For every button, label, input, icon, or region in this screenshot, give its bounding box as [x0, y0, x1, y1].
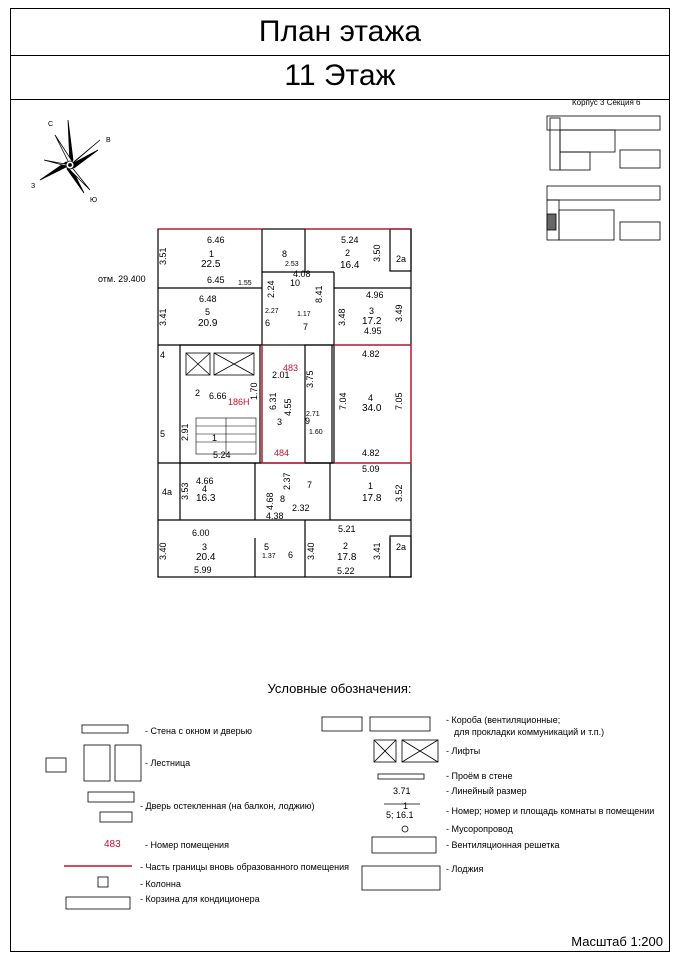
room-area: 22.5: [201, 259, 221, 270]
dim: 2.01: [272, 370, 290, 380]
dim: 3.50: [372, 244, 382, 262]
dim: 3.40: [306, 542, 316, 560]
plan-title: План этажа: [258, 15, 422, 48]
dim: 4.82: [362, 448, 380, 458]
dim: 3.51: [158, 247, 168, 265]
floor-title: 11 Этаж: [284, 59, 396, 92]
scale-label: Масштаб 1:200: [571, 934, 663, 949]
dim: 3.48: [337, 308, 347, 326]
room-id: 8: [280, 494, 286, 504]
elevation-label: отм. 29.400: [98, 274, 146, 284]
legend-ac-basket: - Корзина для кондиционера: [140, 894, 260, 904]
compass-east: В: [106, 137, 111, 144]
room-id: 10: [290, 278, 301, 288]
dim: 3.49: [394, 304, 404, 322]
room-id: 2: [195, 388, 201, 398]
dim: 2.53: [285, 261, 299, 268]
room-area: 20.9: [198, 318, 218, 329]
room-id: 2: [343, 541, 349, 551]
loggia-label: 4а: [162, 487, 173, 497]
dim: 3.75: [305, 370, 315, 388]
dim: 6.46: [207, 235, 225, 245]
legend-lifts: - Лифты: [446, 746, 481, 756]
room-id: 9: [305, 416, 311, 426]
compass-north: С: [48, 121, 54, 128]
dim: 6.31: [268, 392, 278, 410]
room-id: 4: [160, 350, 166, 360]
dim: 4.68: [265, 492, 275, 510]
legend-loggia: - Лоджия: [446, 864, 484, 874]
dim: 6.48: [199, 294, 217, 304]
dim: 1.70: [249, 382, 259, 400]
compass-rose: [40, 120, 100, 193]
legend-num: - Номер; номер и площадь комнаты в помещении: [446, 806, 655, 816]
room-area: 17.8: [337, 552, 357, 563]
room-id: 5: [160, 429, 166, 439]
dim: 3.41: [372, 542, 382, 560]
room-id: 3: [202, 542, 208, 552]
room-id: 1: [209, 249, 215, 259]
room-id: 4: [368, 393, 374, 403]
dim: 2.27: [265, 308, 279, 315]
dim: 6.45: [207, 275, 225, 285]
dim: 2.32: [292, 503, 310, 513]
dim: 1.37: [262, 553, 276, 560]
legend-title: Условные обозначения:: [267, 681, 412, 696]
dim: 4.55: [283, 398, 293, 416]
dim: 4.96: [366, 290, 384, 300]
room-area: 17.2: [362, 316, 382, 327]
room-number-483: 483: [283, 363, 299, 373]
dim: 5.21: [338, 524, 356, 534]
dim: 5.24: [213, 450, 231, 460]
dim: 7.05: [394, 392, 404, 410]
room-id: 5: [264, 542, 270, 552]
legend-stair: - Лестница: [145, 758, 191, 768]
legend-vent: - Вентиляционная решетка: [446, 840, 560, 850]
legend-room-number: - Номер помещения: [145, 840, 229, 850]
stair: [196, 418, 256, 454]
room-area: 34.0: [362, 403, 382, 414]
room-area: 20.4: [196, 552, 216, 563]
room-id: 1: [212, 433, 218, 443]
room-id: 6: [265, 318, 271, 328]
dim: 4.82: [362, 349, 380, 359]
dim: 2.24: [266, 280, 276, 298]
room-id: 3: [369, 306, 375, 316]
dim: 2.71: [306, 411, 320, 418]
dim: 3.41: [158, 308, 168, 326]
dim: 7.04: [338, 392, 348, 410]
room-id: 5: [205, 307, 211, 317]
dim: 2.91: [180, 423, 190, 441]
room-id: 4: [202, 484, 208, 494]
legend-column: - Колонна: [140, 879, 181, 889]
room-area: 16.3: [196, 493, 216, 504]
dim: 5.99: [194, 565, 212, 575]
dim: 5.22: [337, 566, 355, 576]
legend-wall: - Стена с окном и дверью: [145, 726, 253, 736]
lift-shafts: [186, 353, 254, 375]
legend-glass-door: - Дверь остекленная (на балкон, лоджию): [140, 801, 315, 811]
room-id: 7: [307, 480, 313, 490]
room-number-186n: 186Н: [228, 397, 250, 407]
room-id: 3: [277, 417, 283, 427]
legend-symbols: [46, 717, 440, 909]
dim: 6.66: [209, 391, 227, 401]
legend-room-number-sample: 483: [104, 839, 121, 850]
room-id: 6: [288, 550, 294, 560]
room-id: 8: [282, 249, 288, 259]
room-id: 1: [368, 481, 374, 491]
legend-dim-sample: 3.71: [393, 786, 411, 796]
legend-boundary: - Часть границы вновь образованного помещения: [140, 862, 350, 872]
dim: 4.38: [266, 511, 284, 521]
dim: 2.37: [282, 472, 292, 490]
dim: 3.52: [394, 484, 404, 502]
dim: 4.66: [196, 476, 214, 486]
compass-south: Ю: [90, 197, 98, 204]
legend-num-sample-2: 5; 16.1: [386, 810, 414, 820]
room-area: 16.4: [340, 260, 360, 271]
dim: 8.41: [314, 285, 324, 303]
loggia-label: 2а: [396, 254, 407, 264]
legend-ducts-2: для прокладки коммуникаций и т.п.): [454, 727, 605, 737]
legend-num-sample-1: 1: [403, 801, 409, 811]
room-id: 7: [303, 322, 309, 332]
dim: 4.08: [293, 269, 311, 279]
room-id: 2: [345, 248, 351, 258]
dim: 1.55: [238, 280, 252, 287]
legend-chute: - Мусоропровод: [446, 824, 513, 834]
legend-opening: - Проём в стене: [446, 771, 513, 781]
dim: 3.40: [158, 542, 168, 560]
legend-dim: - Линейный размер: [446, 786, 527, 796]
legend-ducts: - Короба (вентиляционные;: [446, 715, 561, 725]
dim: 6.00: [192, 528, 210, 538]
room-area: 17.8: [362, 493, 382, 504]
dim: 5.09: [362, 464, 380, 474]
room-number-484: 484: [274, 448, 290, 458]
dim: 3.53: [180, 482, 190, 500]
section-label: Корпус 3 Секция 6: [572, 98, 641, 107]
dim: 1.60: [309, 429, 323, 436]
dim: 5.24: [341, 235, 359, 245]
dim: 1.17: [297, 311, 311, 318]
dim: 4.95: [364, 326, 382, 336]
compass-west: З: [31, 183, 36, 190]
loggia-label: 2а: [396, 542, 407, 552]
key-plan: [547, 116, 660, 240]
